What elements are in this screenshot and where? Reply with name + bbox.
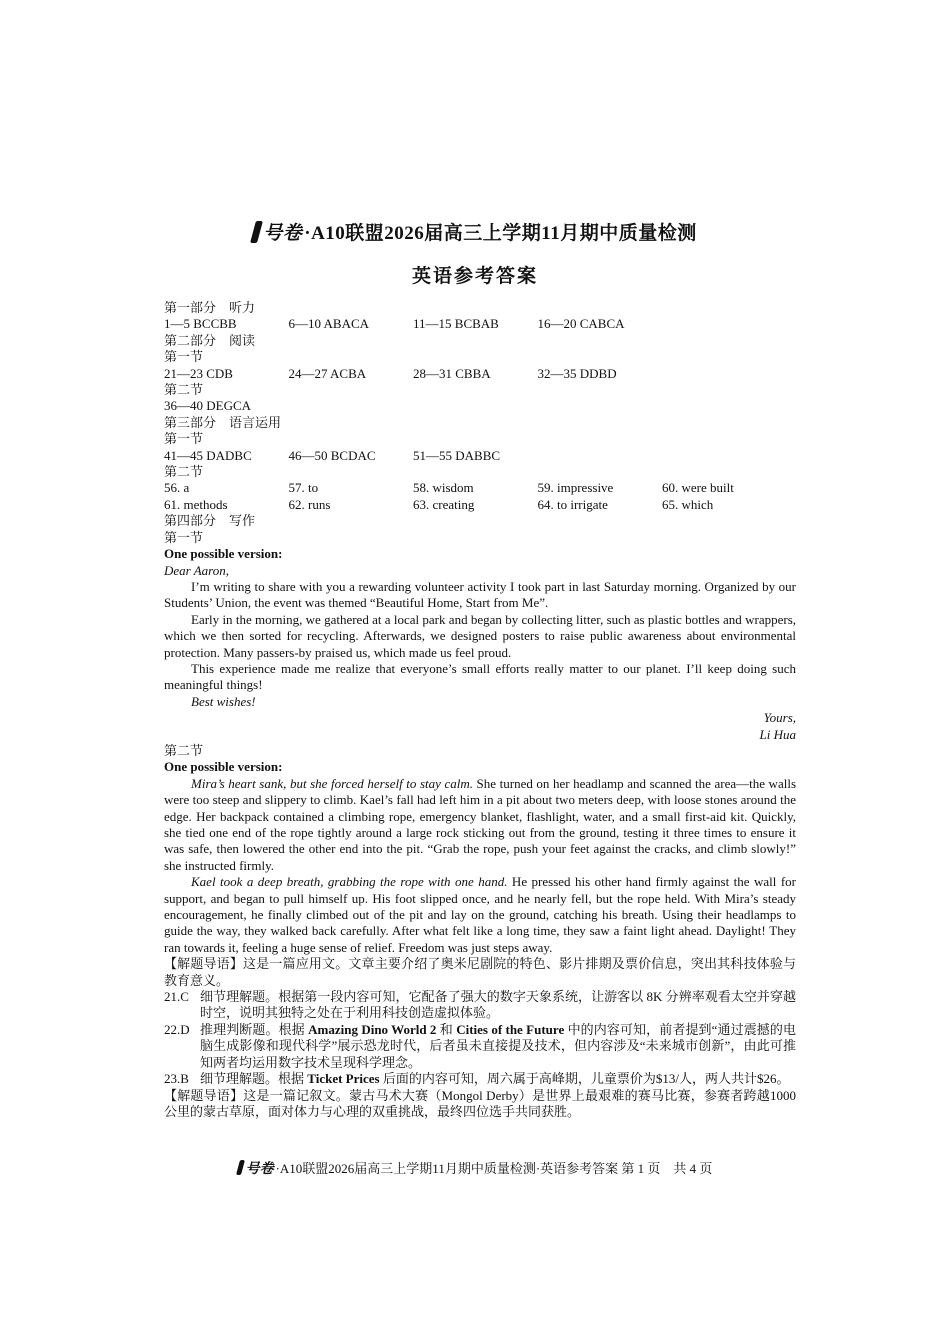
explanation-text: 细节理解题。根据第一段内容可知，它配备了强大的数字天象系统，让游客以 8K 分辨率观看太空并穿越时空，说明其独特之处在于利用科技创造虚拟体验。 [200, 989, 796, 1021]
fill-answer: 61. methods [164, 496, 228, 512]
answer-group: 24—27 ACBA [288, 365, 367, 381]
brand-logo-mark [250, 221, 263, 243]
part2-section1-answers [164, 366, 796, 382]
letter-closing: Best wishes! [191, 693, 256, 709]
part1-answers [164, 316, 796, 332]
story-paragraph [164, 776, 796, 874]
question-label: 22.D [164, 1021, 190, 1037]
letter-signature: Li Hua [759, 726, 796, 742]
version-label: One possible version: [164, 759, 283, 775]
page-footer [0, 1158, 950, 1178]
footer-logo: 号卷 [238, 1158, 274, 1178]
answer-group: 28—31 CBBA [413, 365, 491, 381]
fill-answers-row-2 [164, 497, 796, 513]
brand-logo: 号卷 [253, 218, 302, 245]
fill-answer: 59. impressive [537, 480, 614, 496]
fill-answers-row-1 [164, 480, 796, 496]
document-subtitle: 英语参考答案 [411, 266, 538, 287]
explanation-item [164, 1071, 796, 1087]
fill-answer: 63. creating [413, 496, 475, 512]
letter-sign-off: Yours, [763, 710, 796, 726]
question-label: 23.B [164, 1071, 189, 1087]
answer-group: 41—45 DADBC [164, 447, 252, 463]
answer-group: 36—40 DEGCA [164, 398, 252, 414]
part1-heading: 第一部分 听力 [164, 300, 256, 315]
answer-group: 32—35 DDBD [537, 365, 617, 381]
fill-answer: 65. which [662, 496, 714, 512]
answer-group: 1—5 BCCBB [164, 316, 237, 332]
story-text: She turned on her headlamp and scanned the area—the walls were too steep and slippery to climb. Kael’s fall had left him in a pit about two meters deep, with loose stones around the edge. Her backpack contained a climbing rope, emergency blanket, flashlight, water, and a small first-aid kit. Quickly, she tied one end of the rope tightly around a large rock sticking out from the ground, testing it three times to ensure it was safe, then lowered the other end into the pit. “Grab the rope, push your feet against the cracks, and climb slowly!” she instructed firmly. [164, 775, 797, 873]
letter-paragraph: This experience made me realize that everyone’s small efforts really matter to our planet. I’ll keep doing such meaningful things! [164, 660, 796, 693]
explanation-item [164, 1022, 796, 1071]
footer-text: ·A10联盟2026届高三上学期11月期中质量检测·英语参考答案 第 1 页 共 4 页 [275, 1161, 713, 1176]
explanation-text: 细节理解题。根据 Ticket Prices 后面的内容可知，周六属于高峰期，儿童票价为$13/人，两人共计$26。 [200, 1071, 790, 1087]
part4-section2-label: 第二节 [164, 742, 204, 758]
part2-heading: 第二部分 阅读 [164, 332, 256, 348]
part2-section2-label: 第二节 [164, 382, 204, 398]
title-text: ·A10联盟2026届高三上学期11月期中质量检测 [304, 223, 697, 244]
part2-section2-answers [164, 398, 796, 414]
fill-answer: 60. were built [662, 480, 734, 496]
fill-answer: 56. a [164, 480, 190, 496]
part3-heading: 第三部分 语言运用 [164, 414, 282, 430]
footer-logo-mark [236, 1160, 245, 1175]
answer-group: 46—50 BCDAC [288, 447, 376, 463]
document-title [0, 218, 950, 245]
answer-content [164, 300, 796, 1120]
story-lead-sentence: Mira’s heart sank, but she forced herself to stay calm. [191, 775, 473, 791]
reading-guide: 【解题导语】这是一篇应用文。文章主要介绍了奥米尼剧院的特色、影片排期及票价信息，突出其科技体验与教育意义。 [164, 956, 796, 988]
part4-heading: 第四部分 写作 [164, 513, 256, 529]
explanation-text: 推理判断题。根据 Amazing Dino World 2 和 Cities of the Future 中的内容可知，前者提到“通过震撼的电脑生成影像和现代科学”展示恐龙时代，后者虽未直接提及技术，但内容涉及“未来城市创新”，由此可推知两者均运用数字技术呈现科学理念。 [200, 1021, 796, 1070]
letter-paragraph: I’m writing to share with you a rewarding volunteer activity I took part in last Saturday morning. Organized by our Students’ Union, the event was themed “Beautiful Home, Start from Me”. [164, 578, 796, 611]
answer-group: 21—23 CDB [164, 365, 233, 381]
fill-answer: 58. wisdom [413, 480, 474, 496]
fill-answer: 57. to [288, 480, 319, 496]
fill-answer: 62. runs [288, 496, 331, 512]
version-label: One possible version: [164, 546, 283, 562]
explanation-item [164, 989, 796, 1022]
answer-group: 16—20 CABCA [537, 316, 625, 332]
story-paragraph [164, 874, 796, 956]
question-label: 21.C [164, 989, 189, 1005]
part3-section1-label: 第一节 [164, 431, 204, 447]
answer-group: 11—15 BCBAB [413, 316, 499, 332]
letter-salutation: Dear Aaron, [164, 562, 229, 578]
part3-section2-label: 第二节 [164, 464, 204, 480]
story-lead-sentence: Kael took a deep breath, grabbing the rope with one hand. [191, 874, 508, 890]
part4-section1-label: 第一节 [164, 529, 204, 545]
answer-group: 6—10 ABACA [288, 316, 370, 332]
part2-section1-label: 第一节 [164, 349, 204, 365]
answer-group: 51—55 DABBC [413, 447, 501, 463]
story-text: He pressed his other hand firmly against the wall for support, and began to pull himself up. His foot slipped once, and he nearly fell, but the rope held. With Mira’s steady encouragement, he finally climbed out of the pit and lay on the ground, catching his breath. Using their headlamps to guide the way, they walked back carefully. After what felt like a long time, they saw a faint light ahead. Daylight! They ran towards it, feeling a huge sense of relief. Freedom was just steps away. [164, 874, 796, 955]
reading-guide: 【解题导语】这是一篇记叙文。蒙古马术大赛（Mongol Derby）是世界上最艰难的赛马比赛，参赛者跨越1000 公里的蒙古草原，面对体力与心理的双重挑战，最终四位选手共同获胜。 [164, 1087, 796, 1119]
fill-answer: 64. to irrigate [537, 496, 608, 512]
part3-section1-answers [164, 448, 796, 464]
letter-paragraph: Early in the morning, we gathered at a local park and began by collecting litter, such as plastic bottles and wrappers, which we then sorted for recycling. Afterwards, we designed posters to raise public awareness about environmental protection. Many passers-by praised us, which made us feel proud. [164, 611, 796, 660]
